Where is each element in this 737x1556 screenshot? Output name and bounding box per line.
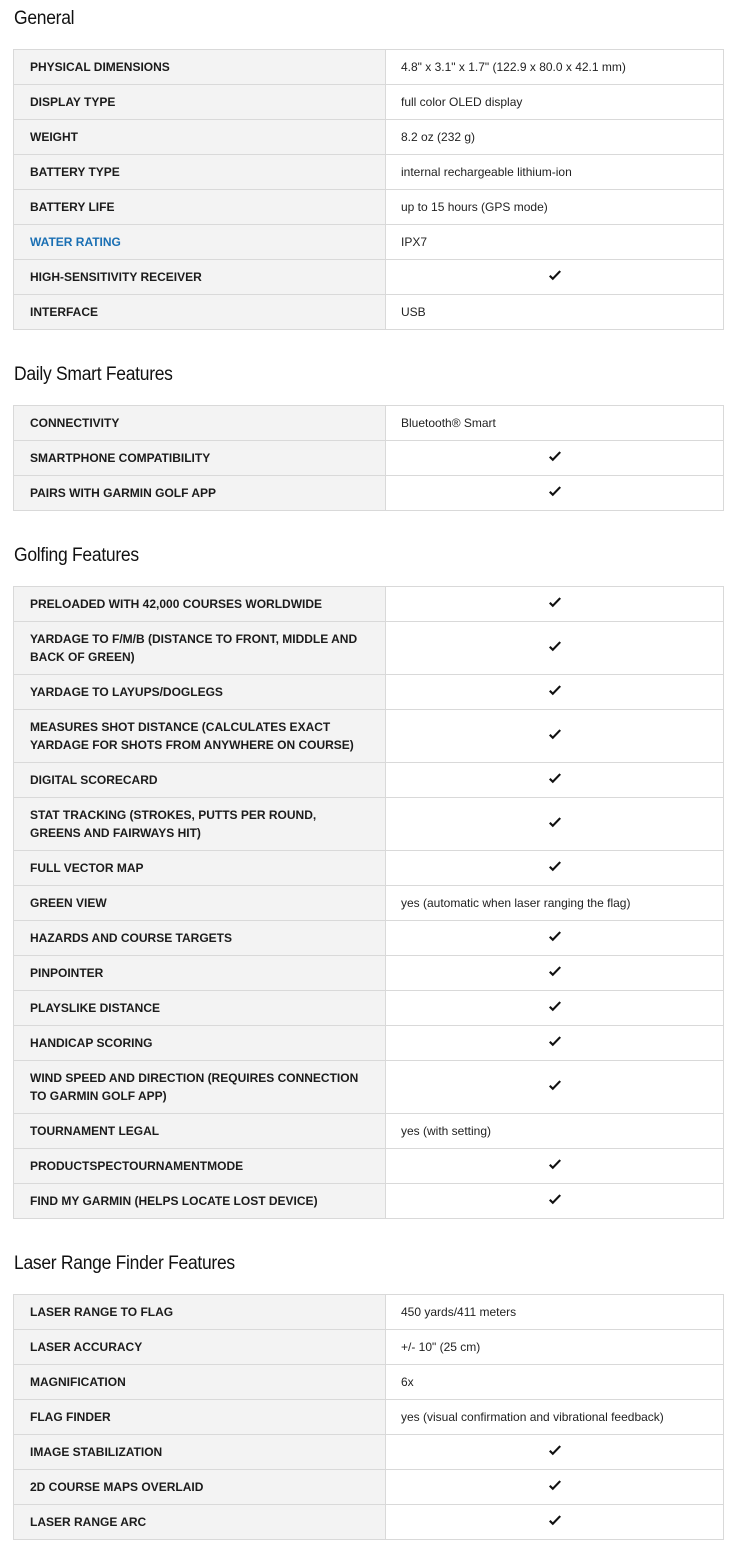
spec-table — [13, 586, 724, 1219]
checkmark-icon — [548, 966, 562, 978]
spec-value-check — [386, 1435, 724, 1470]
spec-label: FULL VECTOR MAP — [14, 851, 386, 886]
spec-row — [14, 587, 724, 622]
spec-value-check — [386, 1149, 724, 1184]
spec-value: yes (with setting) — [386, 1114, 724, 1149]
spec-value: +/- 10" (25 cm) — [386, 1330, 724, 1365]
spec-label-link[interactable]: WATER RATING — [14, 225, 386, 260]
spec-row — [14, 1114, 724, 1149]
spec-row — [14, 441, 724, 476]
spec-value: up to 15 hours (GPS mode) — [386, 190, 724, 225]
spec-label: HIGH-SENSITIVITY RECEIVER — [14, 260, 386, 295]
spec-value-check — [386, 921, 724, 956]
spec-label: PRODUCTSPECTOURNAMENTMODE — [14, 1149, 386, 1184]
spec-label: PRELOADED WITH 42,000 COURSES WORLDWIDE — [14, 587, 386, 622]
checkmark-icon — [548, 451, 562, 463]
spec-row — [14, 675, 724, 710]
spec-value-check — [386, 1184, 724, 1219]
spec-row — [14, 1435, 724, 1470]
spec-row — [14, 1330, 724, 1365]
spec-value-check — [386, 441, 724, 476]
spec-value-check — [386, 476, 724, 511]
spec-row — [14, 763, 724, 798]
spec-value-check — [386, 587, 724, 622]
checkmark-icon — [548, 1080, 562, 1092]
spec-row — [14, 1184, 724, 1219]
spec-label: MAGNIFICATION — [14, 1365, 386, 1400]
spec-row — [14, 120, 724, 155]
spec-row — [14, 1026, 724, 1061]
spec-value-check — [386, 1026, 724, 1061]
spec-table — [13, 405, 724, 511]
checkmark-icon — [548, 1159, 562, 1171]
spec-value: Bluetooth® Smart — [386, 406, 724, 441]
spec-row — [14, 991, 724, 1026]
spec-value-check — [386, 763, 724, 798]
spec-value: 450 yards/411 meters — [386, 1295, 724, 1330]
spec-label: BATTERY TYPE — [14, 155, 386, 190]
spec-label: YARDAGE TO LAYUPS/DOGLEGS — [14, 675, 386, 710]
spec-value-check — [386, 675, 724, 710]
spec-table — [13, 1294, 724, 1540]
spec-row — [14, 1470, 724, 1505]
spec-label: PHYSICAL DIMENSIONS — [14, 50, 386, 85]
checkmark-icon — [548, 597, 562, 609]
spec-value: 6x — [386, 1365, 724, 1400]
spec-value-check — [386, 956, 724, 991]
spec-value: IPX7 — [386, 225, 724, 260]
checkmark-icon — [548, 861, 562, 873]
spec-label: MEASURES SHOT DISTANCE (CALCULATES EXACT YARDAGE FOR SHOTS FROM ANYWHERE ON COURSE) — [14, 710, 386, 763]
section-title: General — [14, 8, 75, 29]
spec-value-check — [386, 622, 724, 675]
spec-label: LASER ACCURACY — [14, 1330, 386, 1365]
section-title: Daily Smart Features — [14, 364, 173, 385]
checkmark-icon — [548, 1480, 562, 1492]
spec-row — [14, 622, 724, 675]
spec-row — [14, 260, 724, 295]
spec-row — [14, 85, 724, 120]
spec-value: yes (automatic when laser ranging the flag) — [386, 886, 724, 921]
checkmark-icon — [548, 729, 562, 741]
spec-row — [14, 921, 724, 956]
spec-value: 8.2 oz (232 g) — [386, 120, 724, 155]
spec-label: STAT TRACKING (STROKES, PUTTS PER ROUND, GREENS AND FAIRWAYS HIT) — [14, 798, 386, 851]
spec-row — [14, 1295, 724, 1330]
spec-row — [14, 406, 724, 441]
section-title: Golfing Features — [14, 545, 139, 566]
checkmark-icon — [548, 817, 562, 829]
spec-row — [14, 710, 724, 763]
spec-value-check — [386, 991, 724, 1026]
spec-row — [14, 50, 724, 85]
spec-row — [14, 886, 724, 921]
spec-value: USB — [386, 295, 724, 330]
spec-label: FIND MY GARMIN (HELPS LOCATE LOST DEVICE) — [14, 1184, 386, 1219]
spec-row — [14, 1505, 724, 1540]
checkmark-icon — [548, 486, 562, 498]
section-title: Laser Range Finder Features — [14, 1253, 235, 1274]
spec-value-check — [386, 710, 724, 763]
spec-label: IMAGE STABILIZATION — [14, 1435, 386, 1470]
spec-value: full color OLED display — [386, 85, 724, 120]
spec-label: WEIGHT — [14, 120, 386, 155]
spec-label: YARDAGE TO F/M/B (DISTANCE TO FRONT, MIDDLE AND BACK OF GREEN) — [14, 622, 386, 675]
spec-label: PINPOINTER — [14, 956, 386, 991]
spec-value-check — [386, 798, 724, 851]
spec-label: TOURNAMENT LEGAL — [14, 1114, 386, 1149]
spec-label: LASER RANGE TO FLAG — [14, 1295, 386, 1330]
spec-row — [14, 798, 724, 851]
spec-label: BATTERY LIFE — [14, 190, 386, 225]
checkmark-icon — [548, 931, 562, 943]
spec-value-check — [386, 1061, 724, 1114]
spec-value: 4.8" x 3.1" x 1.7" (122.9 x 80.0 x 42.1 mm) — [386, 50, 724, 85]
spec-value-check — [386, 260, 724, 295]
spec-table — [13, 49, 724, 330]
spec-label: FLAG FINDER — [14, 1400, 386, 1435]
spec-row — [14, 1149, 724, 1184]
spec-value: yes (visual confirmation and vibrational feedback) — [386, 1400, 724, 1435]
spec-label: GREEN VIEW — [14, 886, 386, 921]
spec-label: WIND SPEED AND DIRECTION (REQUIRES CONNECTION TO GARMIN GOLF APP) — [14, 1061, 386, 1114]
spec-label: PAIRS WITH GARMIN GOLF APP — [14, 476, 386, 511]
spec-row — [14, 956, 724, 991]
spec-label: DISPLAY TYPE — [14, 85, 386, 120]
spec-label: HANDICAP SCORING — [14, 1026, 386, 1061]
spec-label: DIGITAL SCORECARD — [14, 763, 386, 798]
spec-value-check — [386, 1470, 724, 1505]
checkmark-icon — [548, 773, 562, 785]
spec-label: 2D COURSE MAPS OVERLAID — [14, 1470, 386, 1505]
checkmark-icon — [548, 685, 562, 697]
spec-row — [14, 190, 724, 225]
spec-value: internal rechargeable lithium-ion — [386, 155, 724, 190]
spec-label: HAZARDS AND COURSE TARGETS — [14, 921, 386, 956]
spec-label: CONNECTIVITY — [14, 406, 386, 441]
checkmark-icon — [548, 1515, 562, 1527]
checkmark-icon — [548, 1036, 562, 1048]
spec-value-check — [386, 1505, 724, 1540]
checkmark-icon — [548, 1194, 562, 1206]
spec-row — [14, 1400, 724, 1435]
spec-label: SMARTPHONE COMPATIBILITY — [14, 441, 386, 476]
spec-label: PLAYSLIKE DISTANCE — [14, 991, 386, 1026]
checkmark-icon — [548, 1445, 562, 1457]
checkmark-icon — [548, 270, 562, 282]
spec-row — [14, 295, 724, 330]
checkmark-icon — [548, 1001, 562, 1013]
spec-row — [14, 1061, 724, 1114]
spec-row — [14, 476, 724, 511]
spec-label: INTERFACE — [14, 295, 386, 330]
spec-row — [14, 155, 724, 190]
spec-row — [14, 851, 724, 886]
checkmark-icon — [548, 641, 562, 653]
spec-value-check — [386, 851, 724, 886]
spec-row — [14, 225, 724, 260]
spec-row — [14, 1365, 724, 1400]
spec-label: LASER RANGE ARC — [14, 1505, 386, 1540]
